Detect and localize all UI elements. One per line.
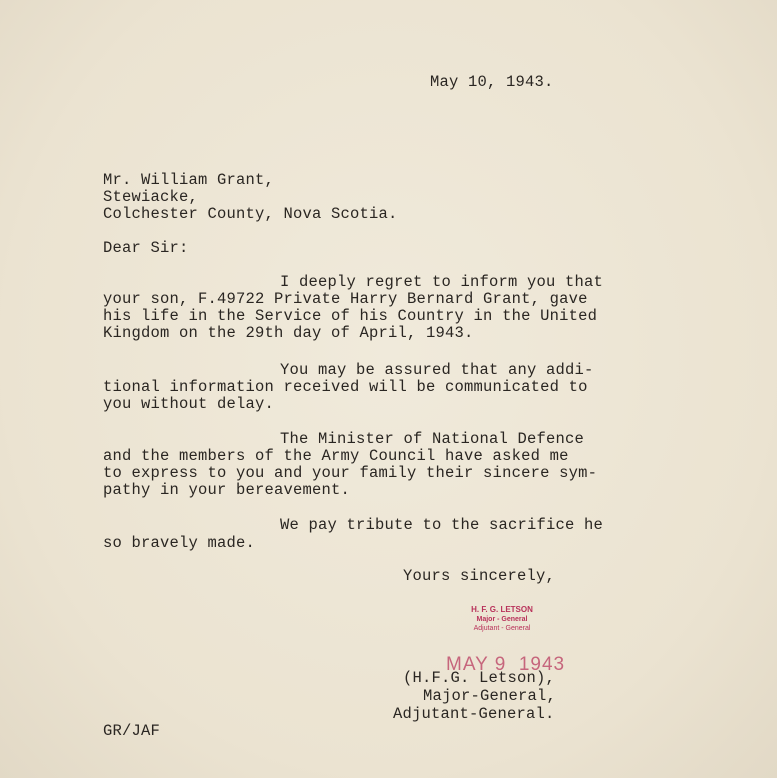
paragraph-line: you without delay. <box>103 395 275 413</box>
paragraph-line: pathy in your bereavement. <box>103 481 351 499</box>
signatory-name: (H.F.G. Letson), <box>403 669 556 687</box>
stamp-line: Major - General <box>476 616 528 623</box>
paragraph-line: and the members of the Army Council have asked me <box>103 447 569 465</box>
date-stamp: MAY 9 1943 <box>446 654 566 675</box>
paragraph-line: his life in the Service of his Country in the United <box>103 307 598 325</box>
recipient-town: Stewiacke, <box>103 188 199 206</box>
stamp-line: Adjutant - General <box>473 625 531 632</box>
paragraph-line: You may be assured that any addi- <box>280 361 594 379</box>
recipient-name: Mr. William Grant, <box>103 171 275 189</box>
signature-stamp <box>452 605 552 633</box>
paragraph-line: Kingdom on the 29th day of April, 1943. <box>103 324 474 342</box>
salutation: Dear Sir: <box>103 239 189 257</box>
recipient-county: Colchester County, Nova Scotia. <box>103 205 398 223</box>
letter-date: May 10, 1943. <box>430 73 554 91</box>
paragraph-line: your son, F.49722 Private Harry Bernard Grant, gave <box>103 290 588 308</box>
stamp-line: H. F. G. LETSON <box>471 605 533 614</box>
paragraph-line: The Minister of National Defence <box>280 430 585 448</box>
paragraph-line: I deeply regret to inform you that <box>280 273 604 291</box>
signatory-rank: Major-General, <box>423 687 557 705</box>
signatory-title: Adjutant-General. <box>393 705 555 723</box>
paragraph-line: so bravely made. <box>103 534 256 552</box>
paragraph-line: We pay tribute to the sacrifice he <box>280 516 604 534</box>
closing: Yours sincerely, <box>403 567 556 585</box>
paragraph-line: tional information received will be communicated to <box>103 378 588 396</box>
reference-initials: GR/JAF <box>103 722 161 740</box>
paragraph-line: to express to you and your family their sincere sym- <box>103 464 598 482</box>
